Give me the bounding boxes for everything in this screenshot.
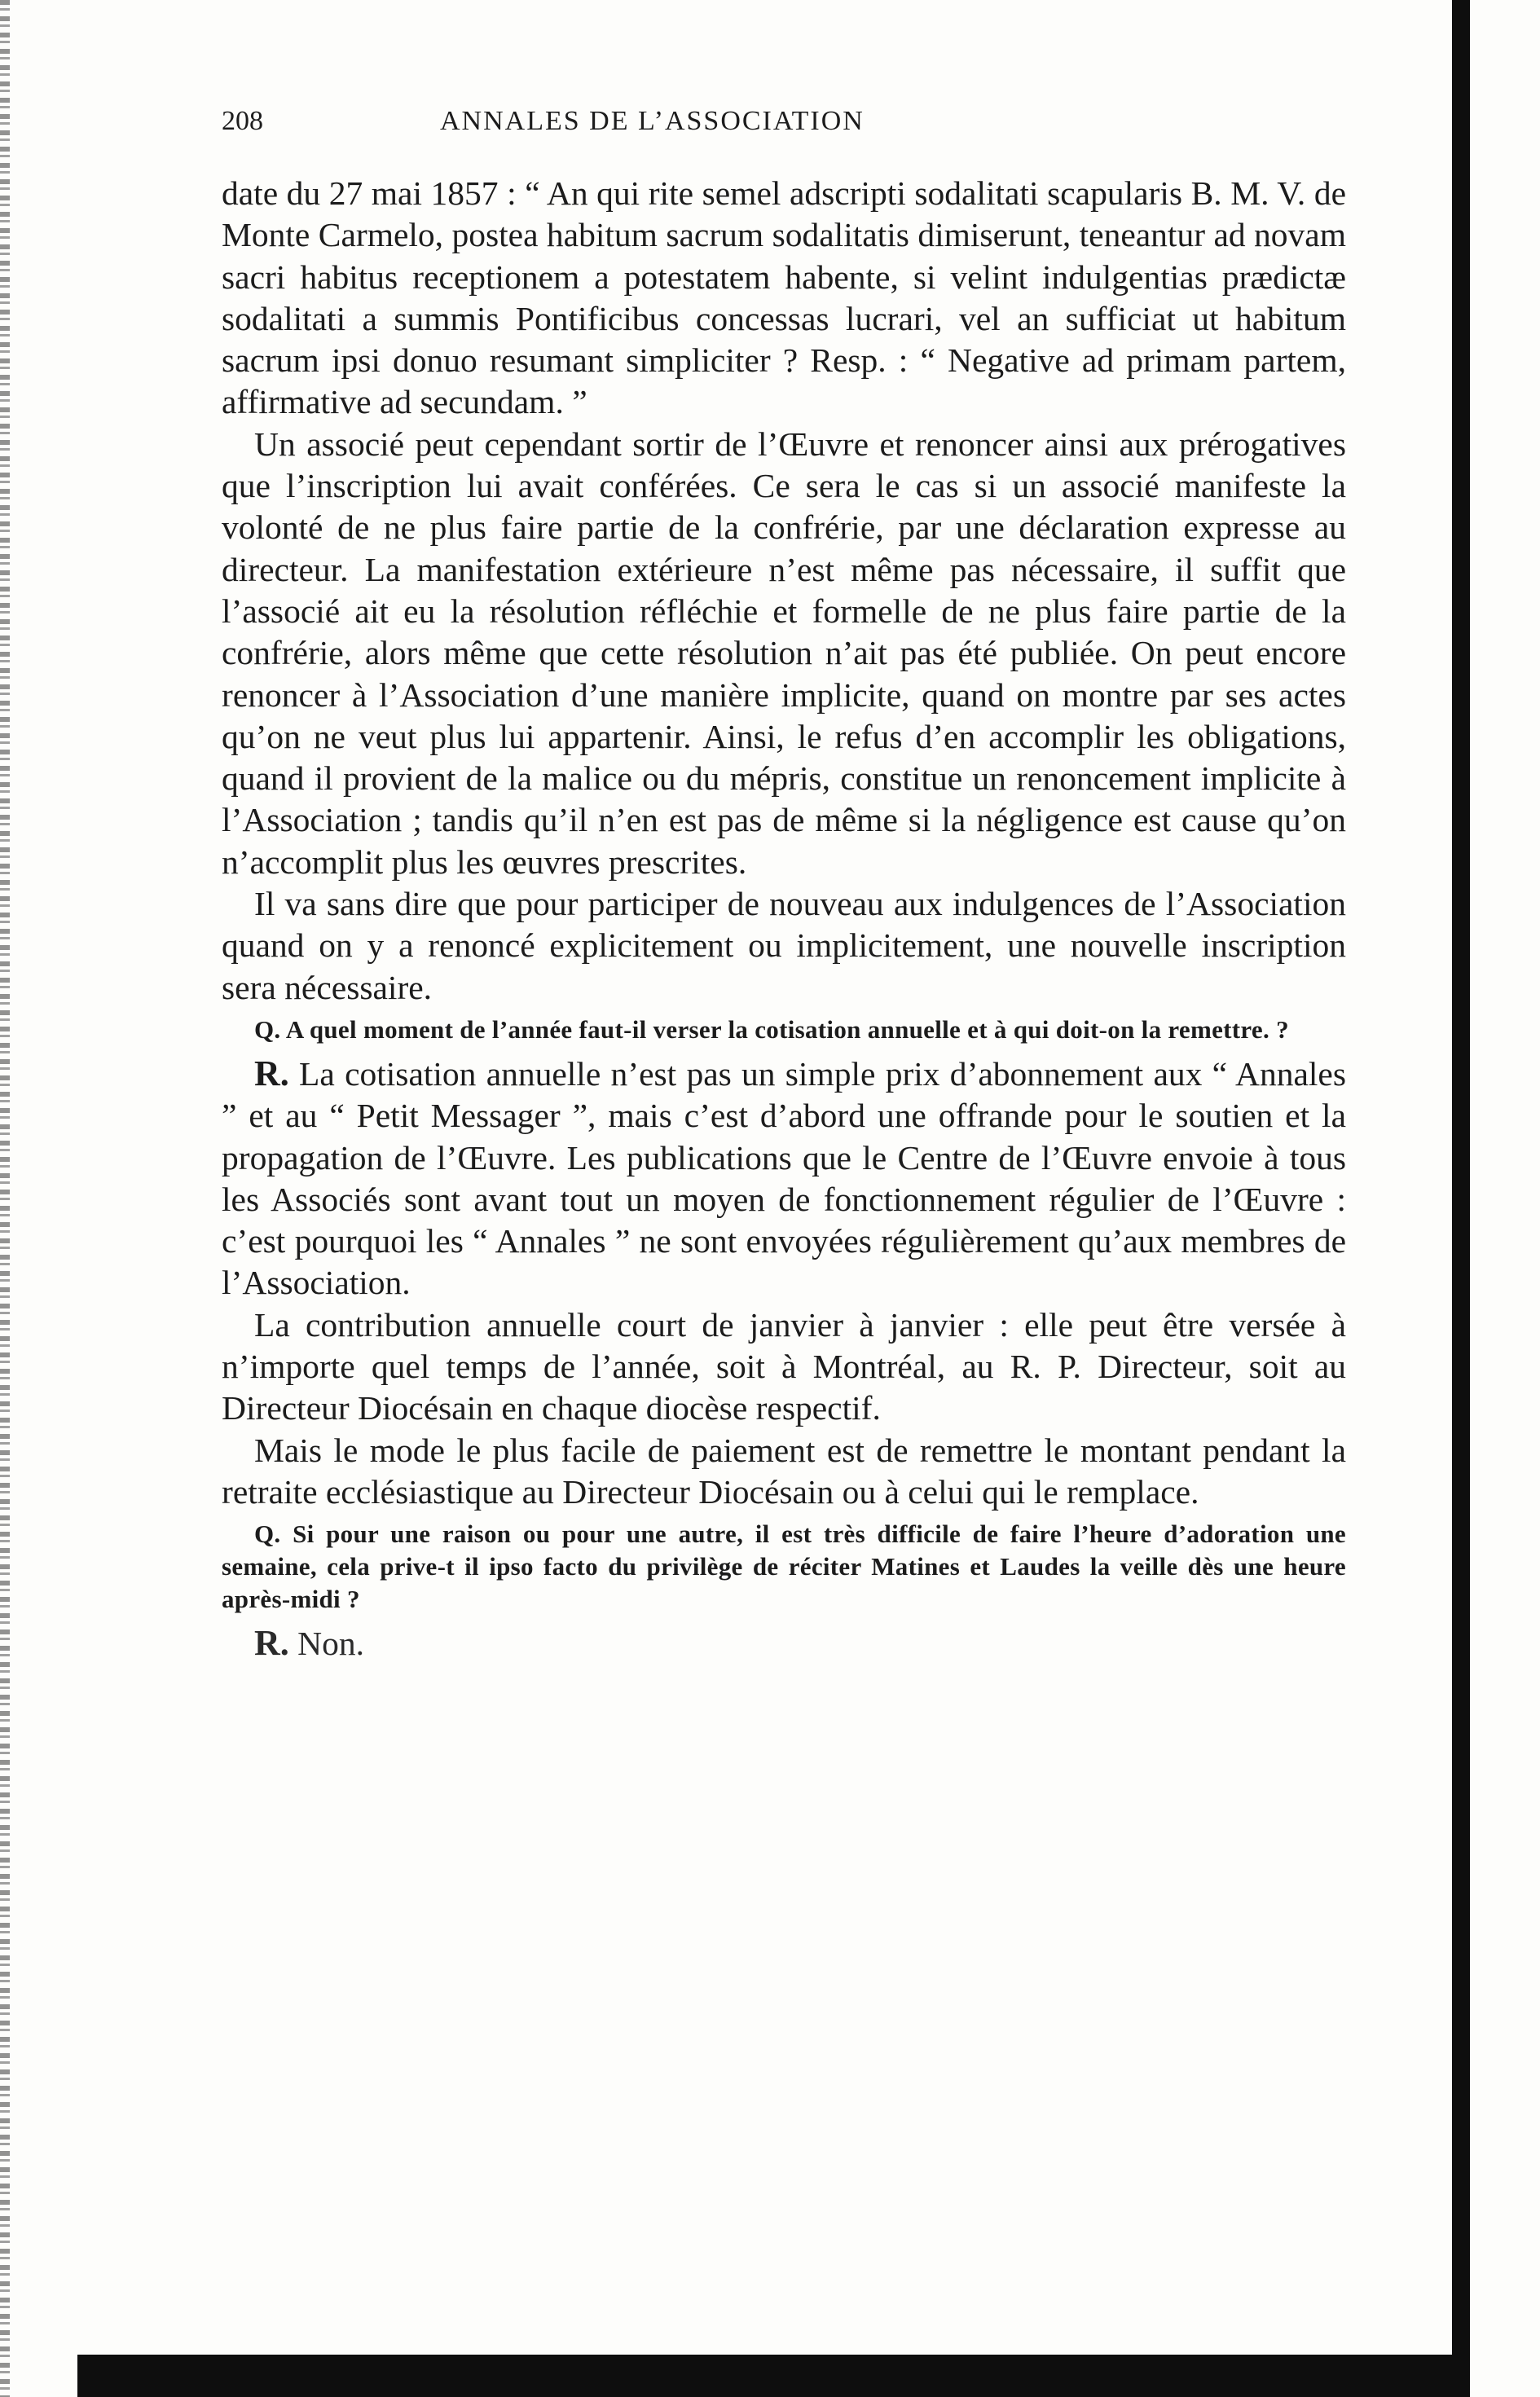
paragraph-decree-quote: date du 27 mai 1857 : “ An qui rite semel adscripti sodalitati scapularis B. M. V. de Monte Carmelo, postea habitum sacrum sodalitatis dimiserunt, teneantur ad novam sacri habitus receptionem a potestatem habente, si velint indulgentias prædictæ sodalitati a summis Pontificibus concessas lucrari, vel an sufficiat ut habitum sacrum ipsi donuo resumant simpliciter ? Resp. : “ Negative ad primam partem, affirmative ad secundam. ” [222, 174, 1346, 421]
question-text: Si pour une raison ou pour une autre, il est très difficile de faire l’heure d’adoration une semaine, cela prive-t il ipso facto du privilège de réciter Matines et Laudes la veille dès une heure après-midi ? [222, 1520, 1346, 1614]
question-adoration [222, 1518, 1346, 1616]
paragraph-contribution: La contribution annuelle court de janvier à janvier : elle peut être versée à n’importe quel temps de l’année, soit à Montréal, au R. P. Directeur, soit au Directeur Diocésain en chaque diocèse respectif. [222, 1305, 1346, 1427]
question-cotisation [222, 1014, 1346, 1046]
scan-right-border [1452, 0, 1470, 2355]
answer-cotisation [222, 1053, 1346, 1304]
answer-adoration [254, 1622, 1346, 1665]
paragraph-renouncement: Un associé peut cependant sortir de l’Œuvre et renoncer ainsi aux prérogatives que l’inscription lui avait conférées. Ce sera le cas si un associé manifeste la volonté de ne plus faire partie de la confrérie, par une déclaration expresse au directeur. La manifestation extérieure n’est même pas nécessaire, il suffit que l’associé ait eu la résolution réfléchie et formelle de ne plus faire partie de la confrérie, alors même que cette résolution n’ait pas été publiée. On peut encore renoncer à l’Association d’une manière implicite, quand on montre par ses actes qu’on ne veut plus lui appartenir. Ainsi, le refus d’en accomplir les obligations, quand il provient de la malice ou du mépris, constitue un renoncement implicite à l’Association ; tandis qu’il n’en est pas de même si la négligence est cause qu’on n’accomplit plus les œuvres prescrites. [222, 424, 1346, 881]
scan-left-edge [0, 0, 10, 2397]
paragraph-payment-mode: Mais le mode le plus facile de paiement est de remettre le montant pendant la retraite ecclésiastique au Directeur Diocésain ou à celui qui le remplace. [222, 1431, 1346, 1511]
running-title: ANNALES DE L’ASSOCIATION [440, 106, 865, 136]
paragraph-new-inscription: Il va sans dire que pour participer de nouveau aux indulgences de l’Association quand on y a renoncé explicitement ou implicitement, une nouvelle inscription sera nécessaire. [222, 885, 1346, 1006]
question-marker: Q. [254, 1520, 281, 1549]
question-text: A quel moment de l’année faut-il verser la cotisation annuelle et à qui doit-on la remettre. ? [285, 1014, 1289, 1044]
scan-bottom-border [77, 2355, 1470, 2397]
page-content [222, 106, 1346, 1665]
running-header [222, 106, 1346, 173]
answer-marker: R. [254, 1623, 289, 1664]
page-number: 208 [222, 106, 263, 136]
answer-marker: R. [254, 1053, 289, 1093]
answer-text: La cotisation annuelle n’est pas un simple prix d’abonnement aux “ Annales ” et au “ Petit Messager ”, mais c’est d’abord une offrande pour le soutien et la propagation de l’Œuvre. Les publications que le Centre de l’Œuvre envoie à tous les Associés sont avant tout un moyen de fonctionnement régulier de l’Œuvre : c’est pourquoi les “ Annales ” ne sont envoyées régulièrement qu’aux membres de l’Association. [222, 1054, 1346, 1302]
question-marker: Q. [254, 1014, 281, 1044]
answer-text: Non. [297, 1625, 365, 1663]
